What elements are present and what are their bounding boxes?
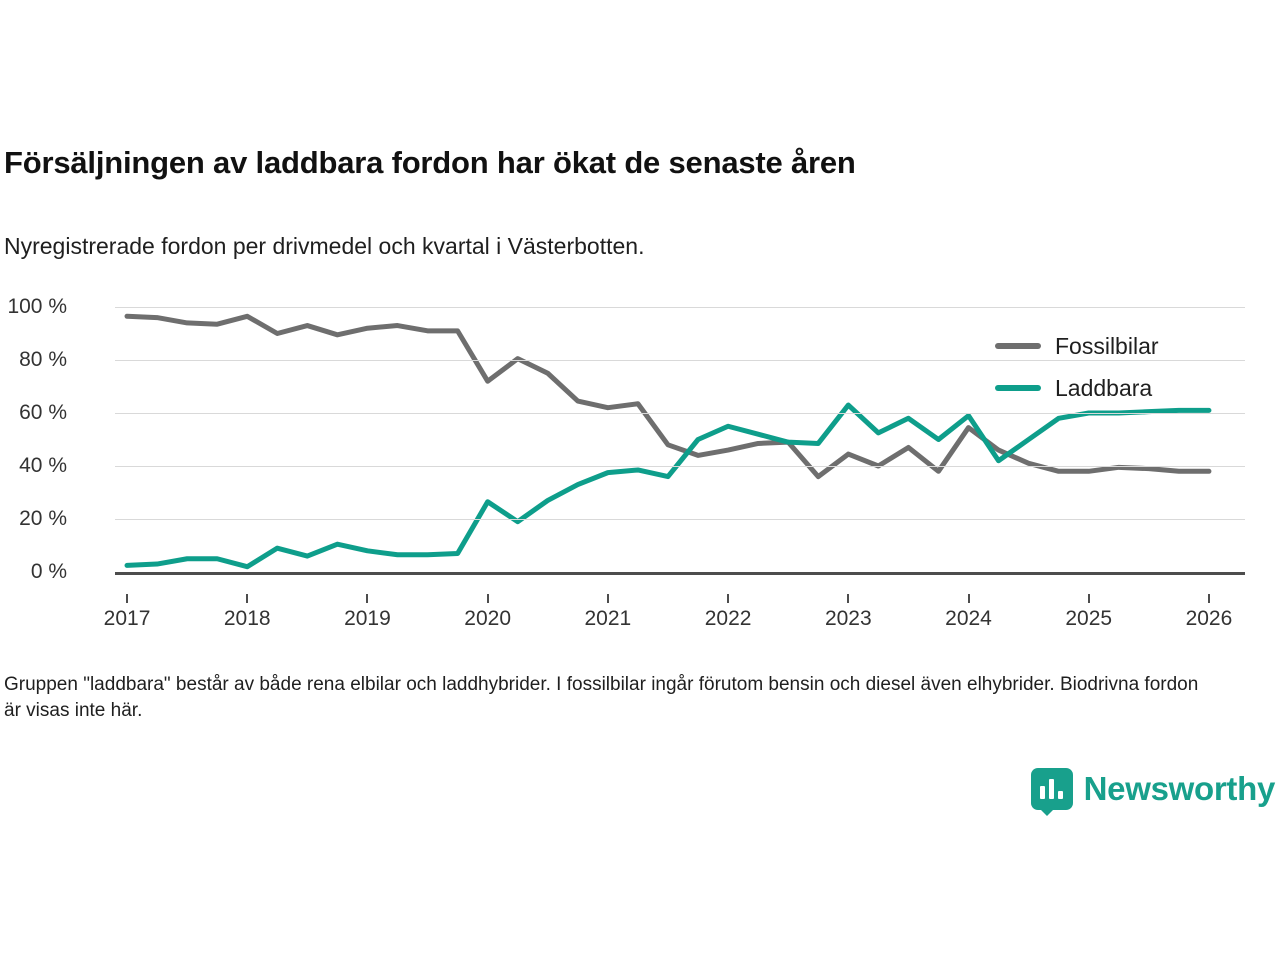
logo-bar-1	[1040, 786, 1045, 799]
legend-item-fossilbilar	[995, 325, 1225, 367]
x-axis-tick-label: 2022	[704, 607, 752, 630]
x-axis-tickmark	[246, 594, 248, 603]
chart-legend	[995, 325, 1225, 409]
x-axis-tickmark	[607, 594, 609, 603]
x-axis-tickmark	[487, 594, 489, 603]
y-axis-tick-label: 40 %	[19, 454, 67, 477]
x-axis-tick-label: 2019	[344, 607, 391, 630]
y-axis-tick-label: 60 %	[19, 401, 67, 424]
x-axis-tickmark	[727, 594, 729, 603]
x-axis-tick-label: 2023	[824, 607, 872, 630]
x-axis-tick-label: 2024	[945, 607, 992, 630]
gridline	[115, 413, 1245, 414]
y-axis-tick-label: 0 %	[30, 560, 67, 583]
logo-bar-3	[1058, 791, 1063, 799]
y-axis-tick-label: 100 %	[7, 295, 67, 318]
x-axis-tick-label: 2025	[1065, 607, 1113, 630]
legend-label-laddbara: Laddbara	[1055, 374, 1153, 401]
x-axis-tickmark	[968, 594, 970, 603]
logo-bar-2	[1049, 779, 1054, 799]
legend-swatch-laddbara	[995, 385, 1041, 391]
x-axis-tick-label: 2018	[223, 607, 271, 630]
page-title: Försäljningen av laddbara fordon har ökat de senaste åren	[4, 145, 856, 180]
y-axis-tick-label: 20 %	[19, 507, 67, 530]
brand-name: Newsworthy	[1083, 770, 1275, 807]
series-line-laddbara	[127, 405, 1209, 567]
brand-logo	[1031, 768, 1275, 810]
x-axis-tickmark	[847, 594, 849, 603]
gridline	[115, 466, 1245, 467]
x-axis-tick-label: 2026	[1185, 607, 1233, 630]
legend-label-fossilbilar: Fossilbilar	[1055, 332, 1159, 359]
legend-swatch-fossilbilar	[995, 343, 1041, 349]
chart-subtitle: Nyregistrerade fordon per drivmedel och kvartal i Västerbotten.	[4, 233, 645, 259]
bar-chart-speech-bubble-icon	[1031, 768, 1073, 810]
x-axis-tickmark	[366, 594, 368, 603]
gridline	[115, 307, 1245, 308]
x-axis-tick-label: 2017	[103, 607, 151, 630]
x-axis-tickmark	[126, 594, 128, 603]
legend-item-laddbara	[995, 367, 1225, 409]
x-axis-tickmark	[1208, 594, 1210, 603]
x-axis-tick-label: 2020	[464, 607, 512, 630]
chart-canvas	[0, 285, 1280, 630]
chart-footnote: Gruppen "laddbara" består av både rena elbilar och laddhybrider. I fossilbilar ingår förutom bensin och diesel även elhybrider. Biodrivna fordon är visas inte här.	[4, 674, 1199, 721]
y-axis-tick-label: 80 %	[19, 348, 67, 371]
gridline	[115, 519, 1245, 520]
x-axis-line	[115, 572, 1245, 575]
x-axis-tickmark	[1088, 594, 1090, 603]
x-axis-tick-label: 2021	[584, 607, 632, 630]
